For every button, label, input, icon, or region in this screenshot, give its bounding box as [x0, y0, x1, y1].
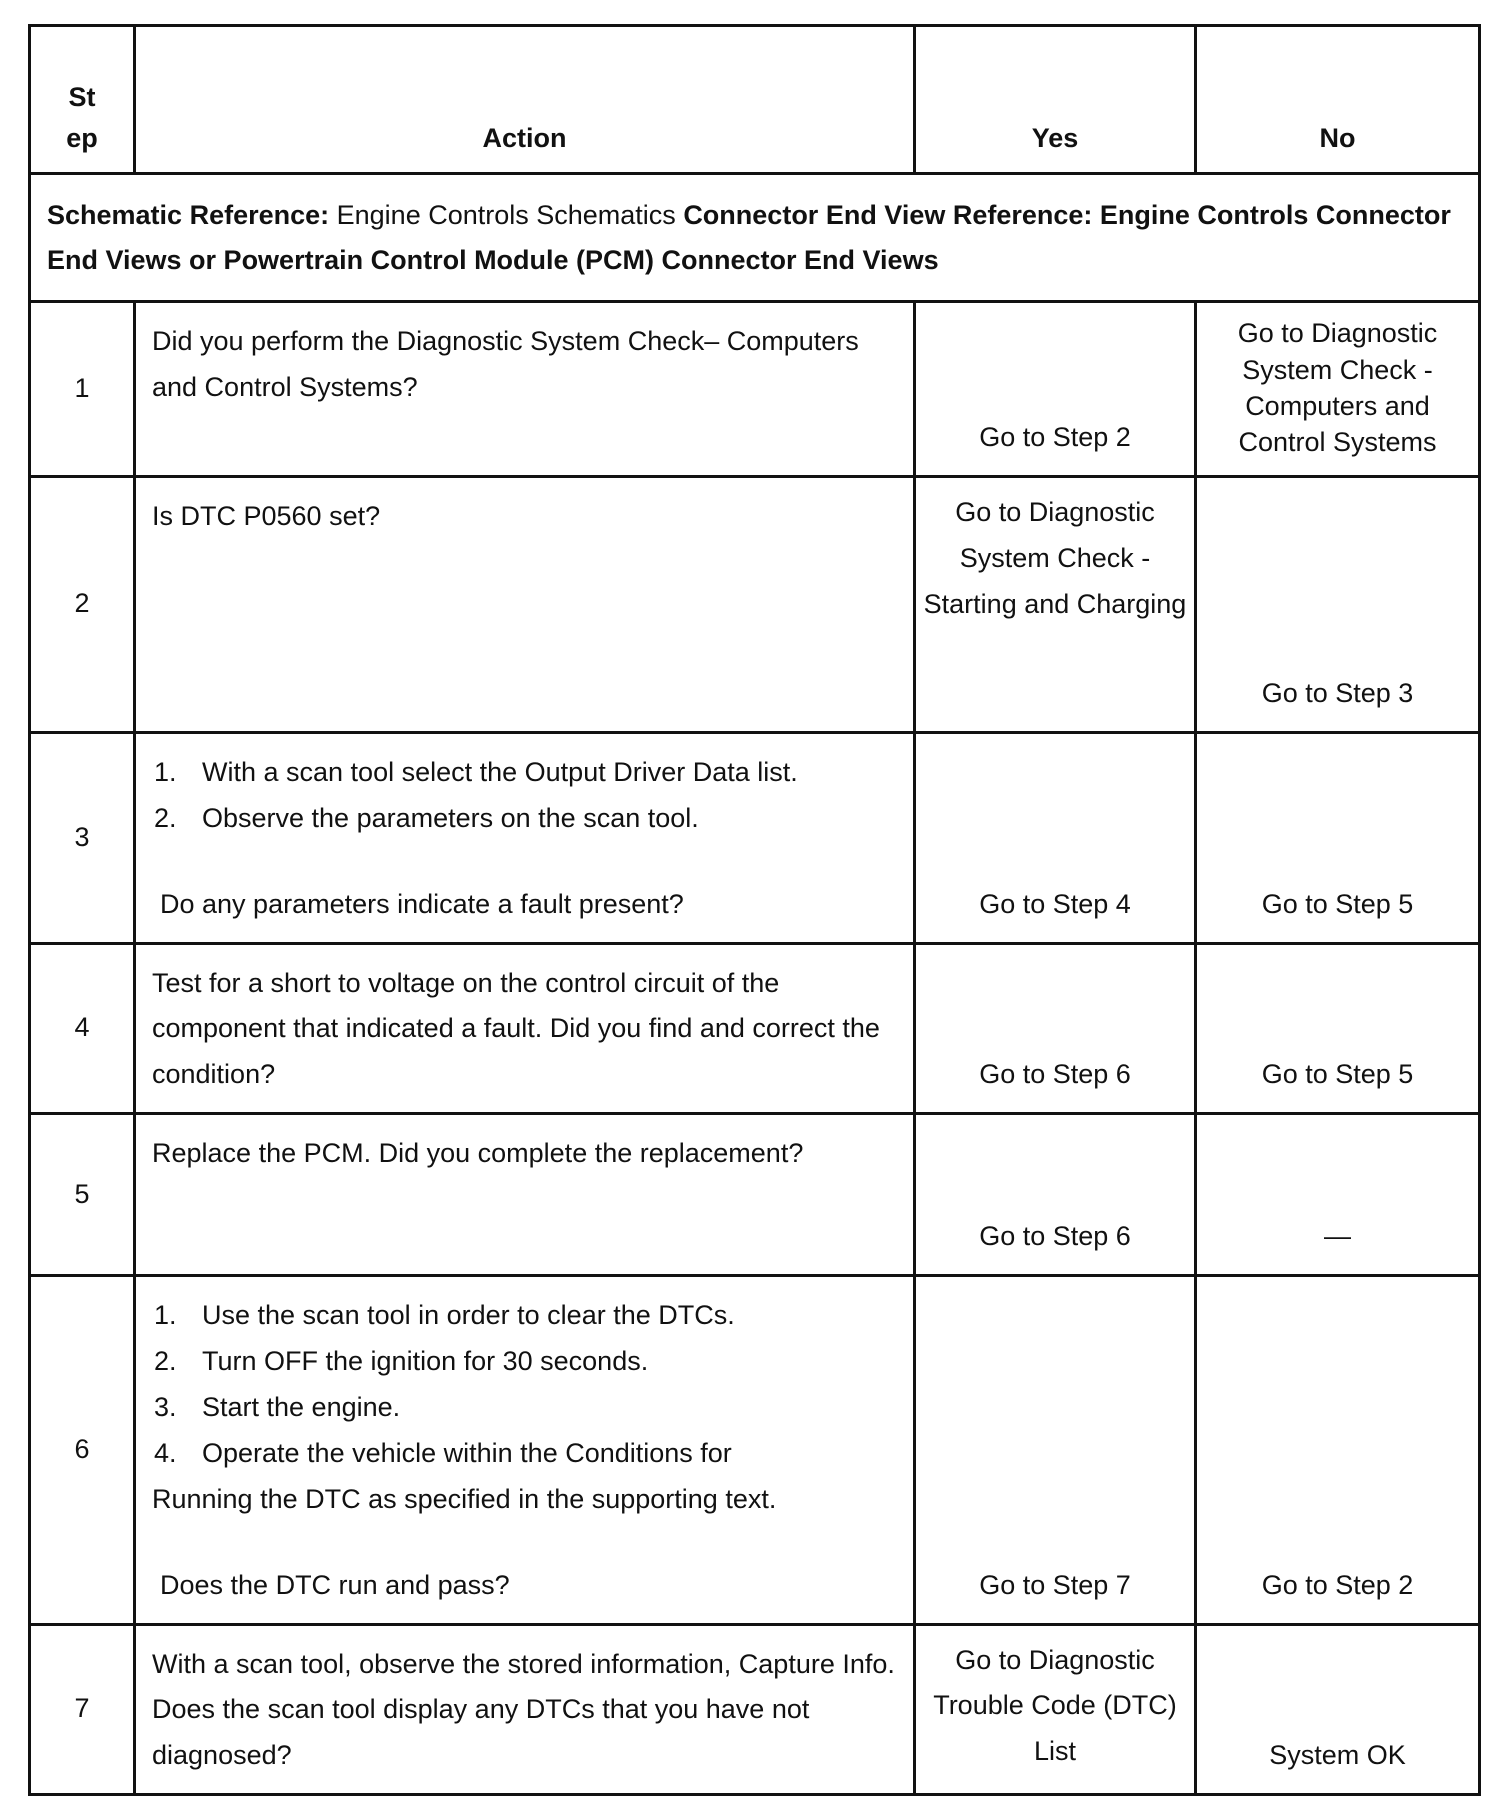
table-row — [30, 476, 1480, 732]
schematic-reference-row — [30, 174, 1480, 302]
action-continuation: Running the DTC as specified in the supporting text. — [152, 1483, 777, 1514]
action-text: Test for a short to voltage on the control circuit of the component that indicated a fault. Did you find and correct the condition? — [135, 943, 915, 1114]
step-number: 7 — [30, 1624, 135, 1795]
list-item: 2. Observe the parameters on the scan tool. — [154, 802, 699, 833]
no-result: Go to Diagnostic System Check - Computers and Control Systems — [1196, 302, 1480, 477]
no-result: Go to Step 5 — [1196, 732, 1480, 943]
action-question: Does the DTC run and pass? — [160, 1569, 510, 1600]
no-result: System OK — [1196, 1624, 1480, 1795]
no-result: — — [1196, 1114, 1480, 1276]
yes-result: Go to Diagnostic System Check - Starting and Charging — [915, 476, 1196, 732]
schematic-value: Engine Controls Schematics — [329, 200, 684, 230]
action-text: Did you perform the Diagnostic System Check– Computers and Control Systems? — [135, 302, 915, 477]
table-row — [30, 1276, 1480, 1624]
yes-result: Go to Diagnostic Trouble Code (DTC) List — [915, 1624, 1196, 1795]
table-row — [30, 732, 1480, 943]
no-result: Go to Step 2 — [1196, 1276, 1480, 1624]
yes-result: Go to Step 7 — [915, 1276, 1196, 1624]
table-row — [30, 1114, 1480, 1276]
header-row — [30, 26, 1480, 174]
diagnostic-table — [28, 24, 1481, 1796]
schematic-reference — [30, 174, 1480, 302]
table-row — [30, 302, 1480, 477]
list-item: 4. Operate the vehicle within the Conditions for — [154, 1437, 732, 1468]
step-number: 4 — [30, 943, 135, 1114]
step-number: 3 — [30, 732, 135, 943]
action-cell — [135, 1276, 915, 1624]
list-item: 1. Use the scan tool in order to clear the DTCs. — [154, 1300, 735, 1331]
yes-result: Go to Step 2 — [915, 302, 1196, 477]
action-steps — [152, 750, 897, 842]
list-item: 3. Start the engine. — [154, 1391, 401, 1422]
action-steps — [152, 1293, 897, 1477]
step-number: 5 — [30, 1114, 135, 1276]
header-yes: Yes — [915, 26, 1196, 174]
header-step: St ep — [30, 26, 135, 174]
action-text: Replace the PCM. Did you complete the replacement? — [135, 1114, 915, 1276]
table-row — [30, 1624, 1480, 1795]
action-question: Do any parameters indicate a fault present? — [160, 888, 684, 919]
yes-result: Go to Step 6 — [915, 943, 1196, 1114]
yes-result: Go to Step 6 — [915, 1114, 1196, 1276]
step-number: 1 — [30, 302, 135, 477]
header-no: No — [1196, 26, 1480, 174]
step-number: 2 — [30, 476, 135, 732]
list-item: 1. With a scan tool select the Output Driver Data list. — [154, 756, 798, 787]
step-number: 6 — [30, 1276, 135, 1624]
header-action: Action — [135, 26, 915, 174]
action-text: Is DTC P0560 set? — [135, 476, 915, 732]
yes-result: Go to Step 4 — [915, 732, 1196, 943]
action-text: With a scan tool, observe the stored information, Capture Info. Does the scan tool display any DTCs that you have not diagnosed? — [135, 1624, 915, 1795]
no-result: Go to Step 5 — [1196, 943, 1480, 1114]
table-row — [30, 943, 1480, 1114]
connector-reference: Connector End View Reference: Engine Controls Connector End Views or Powertrain Control Module (PCM) Connector End Views — [47, 200, 1451, 275]
action-cell — [135, 732, 915, 943]
schematic-label: Schematic Reference: — [47, 200, 330, 230]
list-item: 2. Turn OFF the ignition for 30 seconds. — [154, 1346, 649, 1377]
no-result: Go to Step 3 — [1196, 476, 1480, 732]
